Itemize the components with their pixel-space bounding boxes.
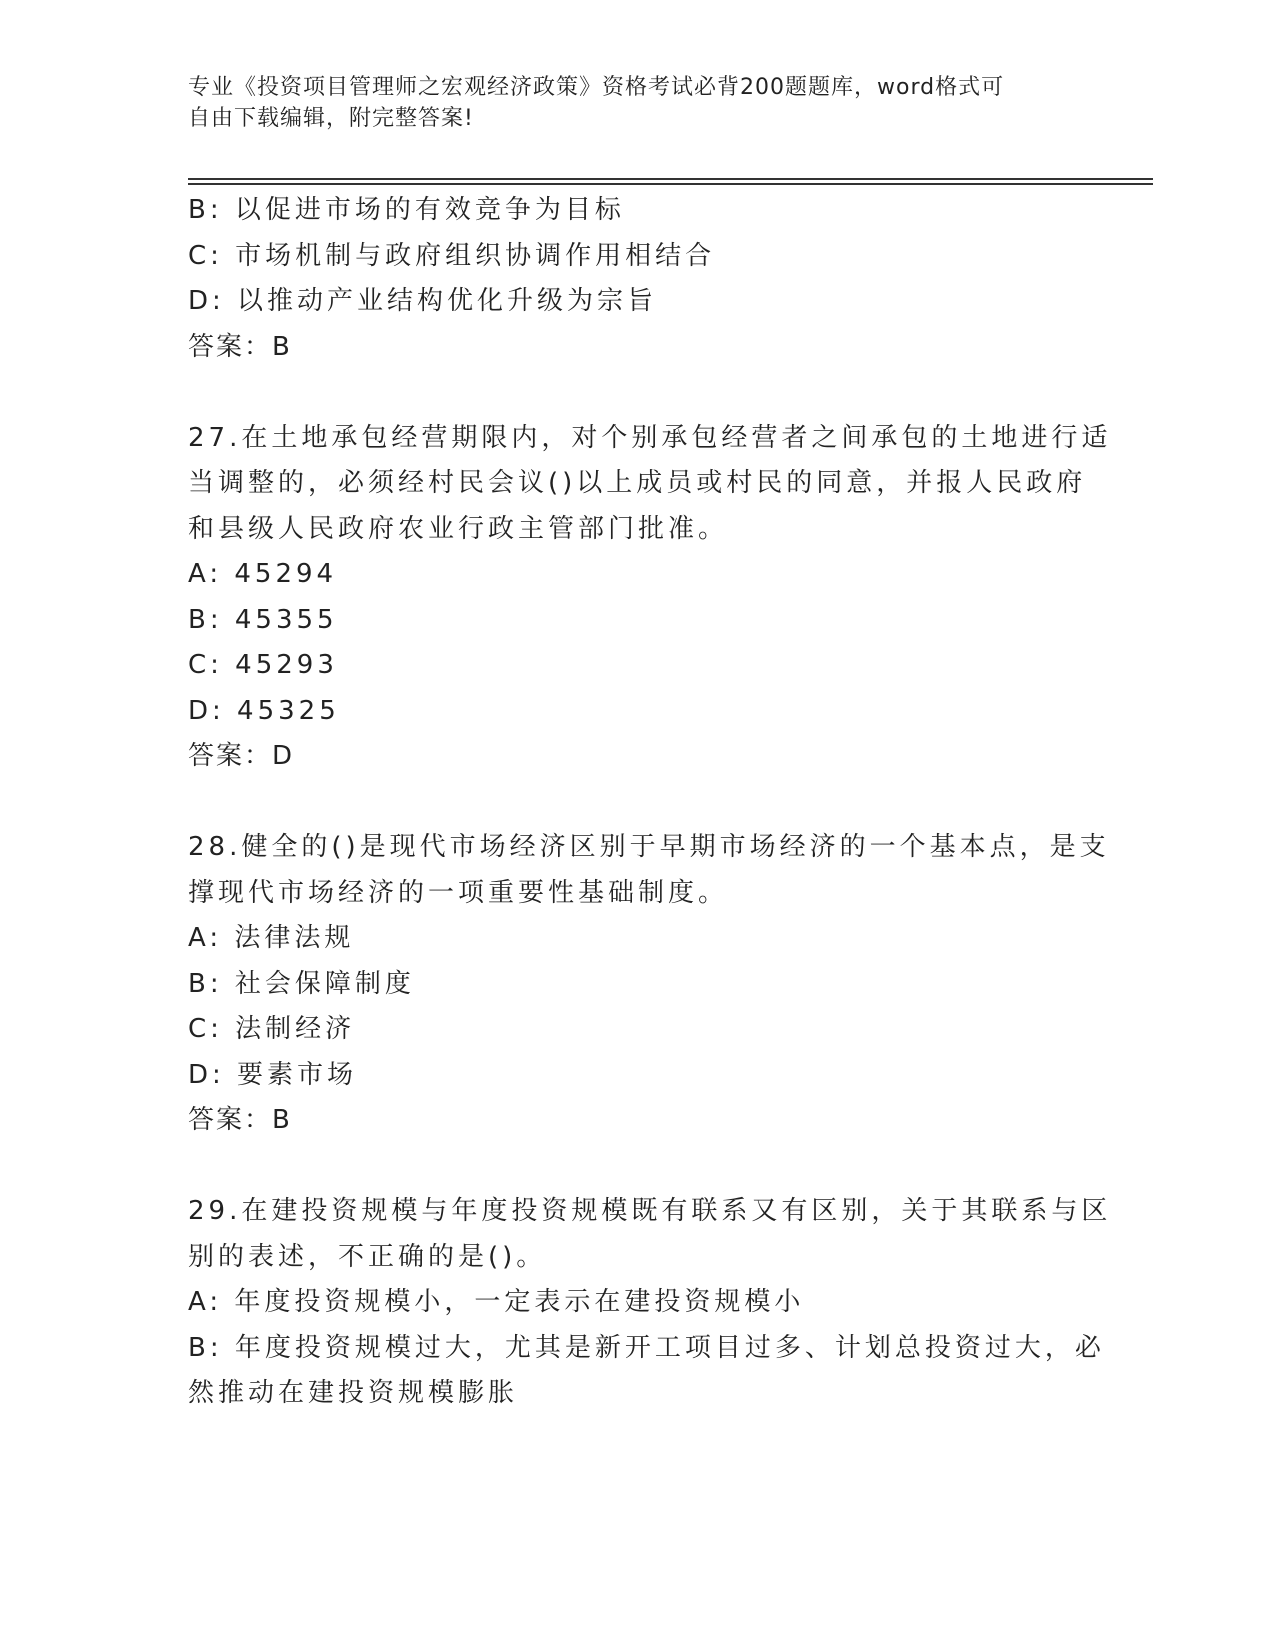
- question-stem-line: 撑现代市场经济的一项重要性基础制度。: [188, 877, 729, 908]
- question-block-28: [188, 825, 1110, 1144]
- option-b: B: 社会保障制度: [188, 968, 415, 999]
- spacer: [188, 780, 1088, 826]
- spacer: [188, 370, 1088, 416]
- option-d: D: 以推动产业结构优化升级为宗旨: [188, 286, 658, 316]
- question-stem-line: 和县级人民政府农业行政主管部门批准。: [188, 513, 729, 544]
- option-a: A: 45294: [188, 559, 338, 589]
- spacer: [188, 1144, 1088, 1190]
- option-d: D: 要素市场: [188, 1059, 358, 1090]
- option-c: C: 45293: [188, 650, 338, 680]
- header-title-line-1: 专业《投资项目管理师之宏观经济政策》资格考试必背200题题库，word格式可: [188, 75, 1005, 100]
- header-divider-bottom: [188, 183, 1153, 185]
- option-a: A: 年度投资规模小，一定表示在建投资规模小: [188, 1287, 805, 1317]
- question-stem-line: 29.在建投资规模与年度投资规模既有联系又有区别，关于其联系与区: [188, 1196, 1112, 1226]
- question-block-29: [188, 1189, 1112, 1417]
- answer-label: 答案：D: [188, 741, 295, 771]
- document-header: [188, 72, 1088, 134]
- header-divider-top: [188, 178, 1153, 180]
- question-stem-line: 27.在土地承包经营期限内，对个别承包经营者之间承包的土地进行适: [188, 422, 1112, 453]
- question-stem-line: 当调整的，必须经村民会议()以上成员或村民的同意，并报人民政府: [188, 468, 1087, 498]
- header-title-line-2: 自由下载编辑，附完整答案!: [188, 106, 474, 131]
- option-d: D: 45325: [188, 695, 340, 726]
- question-block-partial: [188, 188, 1088, 370]
- option-c: C: 市场机制与政府组织协调作用相结合: [188, 240, 716, 271]
- option-b: B: 以促进市场的有效竞争为目标: [188, 195, 625, 225]
- answer-label: 答案：B: [188, 1105, 292, 1135]
- question-stem-line: 28.健全的()是现代市场经济区别于早期市场经济的一个基本点，是支: [188, 832, 1110, 862]
- option-b-continuation: 然推动在建投资规模膨胀: [188, 1378, 519, 1408]
- option-b: B: 年度投资规模过大，尤其是新开工项目过多、计划总投资过大，必: [188, 1332, 1105, 1363]
- option-c: C: 法制经济: [188, 1014, 356, 1044]
- answer-label: 答案：B: [188, 331, 292, 362]
- option-b: B: 45355: [188, 604, 338, 635]
- question-list: [188, 188, 1112, 1417]
- question-block-27: [188, 416, 1112, 780]
- option-a: A: 法律法规: [188, 923, 355, 953]
- question-stem-line: 别的表述，不正确的是()。: [188, 1241, 547, 1272]
